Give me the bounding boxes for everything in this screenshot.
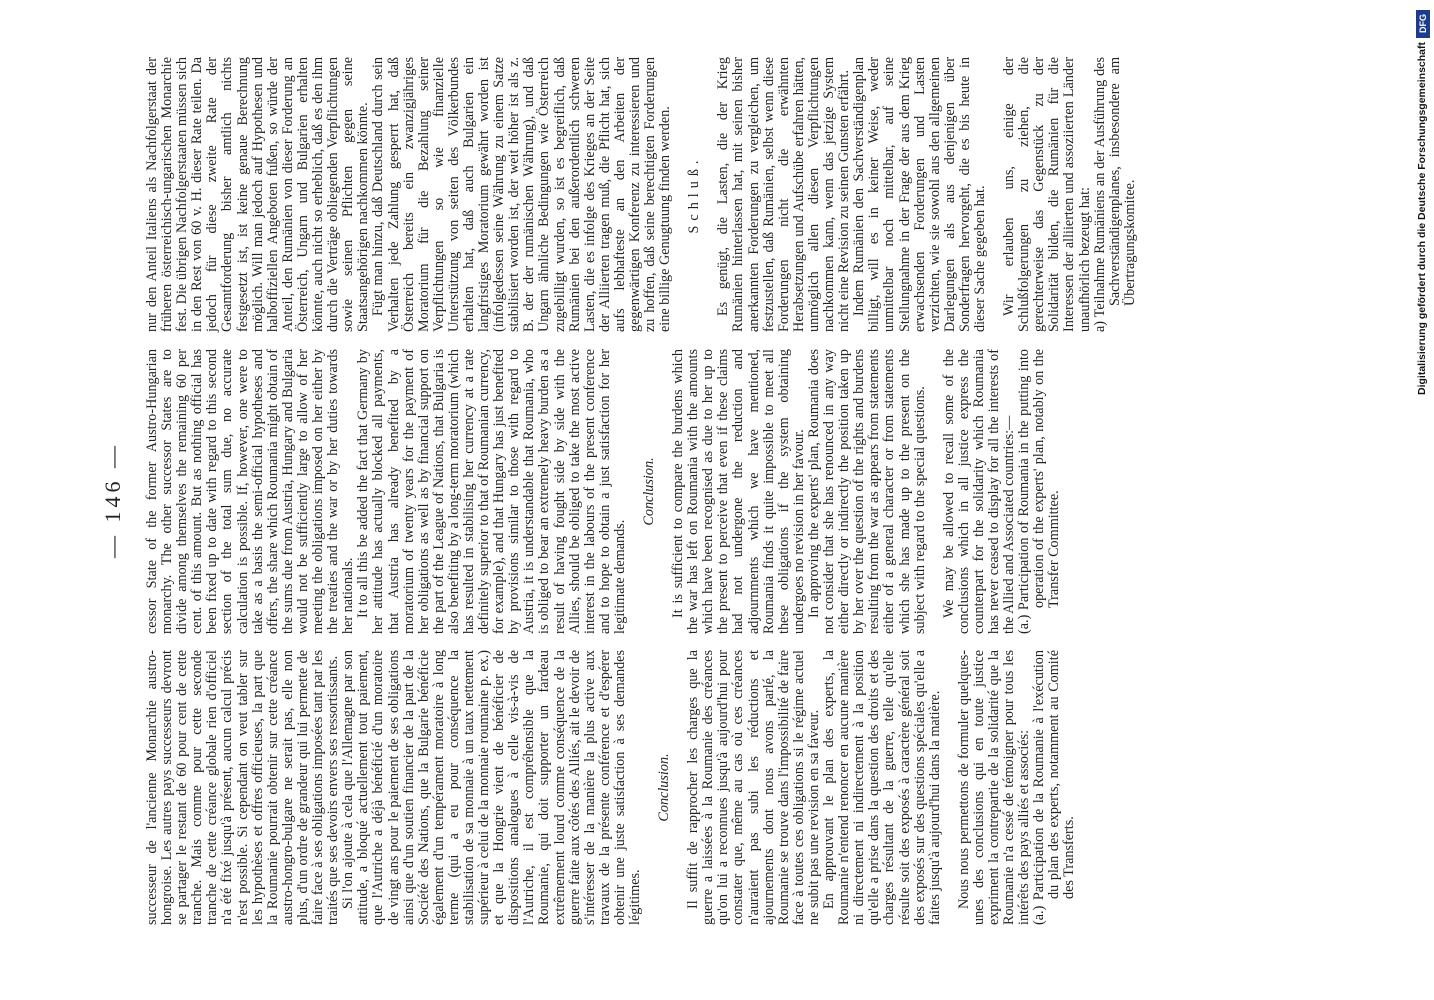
german-column — [145, 57, 1138, 332]
german-item-a: a) Teilnahme Rumäniens an der Ausführung des Sachverständigenplanes, insbesondere am Übertragungskomitee. — [1091, 57, 1138, 332]
english-column — [145, 349, 1062, 634]
english-conclusion-heading: Conclusion. — [641, 457, 657, 526]
french-paragraph-3: Il suffit de rapprocher les charges que la guerre a laissées à la Roumanie des créances qu'on lui a reconnues jusqu'à aujourd'hui pour constater que, même au cas où ces créances n'auraient pas subi les réductions et ajournements dont nous avons parlé, la Roumanie se trouve dans l'impossibilité de faire face à toutes ces obligations si le régime actuel ne subit pas une revision en sa faveur. — [685, 650, 822, 925]
german-paragraph-2: Fügt man hinzu, daß Deutschland durch sein Verhalten jede Zahlung gesperrt hat, daß Österreich bereits ein zwanzigjähriges Moratorium für die Bezahlung seiner Verpflichtungen so wie finanzielle Unterstützung von seiten des Völkerbundes erhalten hat, daß auch Bulgarien ein langfristiges Moratorium gewährt worden ist (infolgedessen seine Währung zu einem Satze stabilisiert worden ist, der weit höher ist als z. B. der der rumänischen Währung), und daß Ungarn ähnliche Bedingungen wie Österreich zugebilligt wurden, so ist es begreiflich, daß Rumänien bei den außerordentlich schweren Lasten, die es infolge des Krieges an der Seite der Alliierten tragen muß, die Pflicht hat, sich aufs lebhafteste an den Arbeiten der gegenwärtigen Konferenz zu interessieren und zu hoffen, daß seine berechtigten Forderungen eine billige Genugtuung finden werden. — [370, 57, 674, 332]
german-paragraph-1: nur den Anteil Italiens als Nachfolgerstaat der früheren österreichisch-ungarischen Monarchie fest. Die übrigen Nachfolgerstaaten müssen sich in den Rest von 60 v. H. dieser Rate teilen. Da jedoch für diese zweite Rate der Gesamtforderung bisher amtlich nichts festgesetzt ist, ist keine genaue Berechnung möglich. Will man jedoch auf Hypothesen und halboffiziellen Angeboten fußen, so würde der Anteil, den Rumänien von dieser Forderung an Österreich, Ungarn und Bulgarien erhalten könnte, auch nicht so erheblich, daß es den ihm durch die Verträge obliegenden Verpflichtungen sowie seinen Pflichten gegen seine Staatsangehörigen nachkommen könnte. — [144, 57, 372, 332]
german-paragraph-5: Wir erlauben uns, einige der Schlußfolgerungen zu ziehen, die gerechterweise das Gegenstück zu der Solidarität bilden, die Rumänien für die Interessen der alliierten und assoziierten Länder unaufhörlich bezeugt hat: — [1001, 57, 1093, 332]
english-paragraph-1: cessor State of the former Austro-Hungarian monarchy. The other successor States are to divide among themselves the remaining 60 per cent. of this amount. But as nothing official has been fixed up to date with regard to this second section of the total sum due, no accurate calculation is possible. If, however, one were to take as a basis the semi-official hypotheses and offers, the share which Roumania might obtain of the sums due from Austria, Hungary and Bulgaria would not be sufficiently large to allow of her meeting the obligations imposed on her either by the treaties and the war or by her duties towards her nationals. — [144, 349, 357, 634]
english-paragraph-5: We may be allowed to recall some of the conclusions which in all justice express the counterpart for the solidarity which Roumania has never ceased to display for all the interests of the Allied and Associated countries:— — [940, 349, 1018, 634]
english-paragraph-3: It is sufficient to compare the burdens which the war has left on Roumania with the amounts which have been recognised as due to her up to the present to perceive that even if these claims had not undergone the reduction and adjournments which we have mentioned, Roumania finds it quite impossible to meet all these obligations if the system obtaining undergoes no revision in her favour. — [670, 349, 807, 634]
english-paragraph-4: In approving the experts' plan, Roumania does not consider that she has renounced in any way either directly or indirectly the position taken up by her over the question of the rights and burdens resulting from the war as appears from statements either of a general character or from statements which she has made up to the present on the subject with regard to the special questions. — [805, 349, 928, 634]
dfg-credit-text: Digitalisierung gefördert durch die Deutsche Forschungsgemeinschaft — [1416, 42, 1428, 395]
english-item-a: (a.) Participation of Roumania in the putting into operation of the experts' plan, notably on the Transfer Committee. — [1016, 349, 1063, 634]
french-conclusion-heading: Conclusion. — [656, 753, 673, 822]
german-paragraph-3: Es genügt, die Lasten, die der Krieg Rumänien hinterlassen hat, mit seinen bisher anerkannten Forderungen zu vergleichen, um festzustellen, daß Rumänien, selbst wenn diese Forderungen nicht die erwähnten Herabsetzungen und Aufschübe erfahren hätten, unmöglich allen diesen Verpflichtungen nachkommen kann, wenn das jetzige System nicht eine Revision zu seinen Gunsten erfährt. — [715, 57, 853, 332]
dfg-watermark — [1414, 0, 1434, 1000]
english-paragraph-2: It to all this be added the fact that Germany by her attitude has actually blocked all payments, that Austria has already benefited by a moratorium of twenty years for the payment of her obligations as well as by financial support on the part of the League of Nations, that Bulgaria is also benefiting by a long-term moratorium (which has resulted in stabilising her currency at a rate definitely superior to that of Roumanian currency, for example), and that Hungary has just benefited by provisions similar to those with regard to Austria, it is understandable that Roumania, who is obliged to bear an extremely heavy burden as a result of having fought side by side with the Allies, should be obliged to take the most active interest in the labours of the present conference and to hope to obtain a just satisfaction for her legitimate demands. — [355, 349, 628, 634]
german-paragraph-4: Indem Rumänien den Sachverständigenplan billigt, will es in keiner Weise, weder unmittelbar noch mittelbar, auf seine Stellungnahme in der Frage der aus dem Krieg erwachsenden Forderungen und Lasten verzichten, wie sie sowohl aus den allgemeinen Darlegungen als aus denjenigen über Sonderfragen hervorgeht, die es bis heute in dieser Sache gegeben hat. — [851, 57, 988, 332]
french-paragraph-4: En approuvant le plan des experts, la Roumanie n'entend renoncer en aucune manière ni directement ni indirectement à la position qu'elle a prise dans la question des droits et des charges résultant de la guerre, telle qu'elle résulte soit des exposés à caractère général soit des exposés sur des questions spéciales qu'elle a faites jusqu'à aujourd'hui dans la matière. — [821, 650, 943, 925]
german-conclusion-heading: Schluß. — [686, 155, 703, 234]
french-paragraph-2: Si l'on ajoute à cela que l'Allemagne par son attitude, a bloqué actuellement tout paiement, que l'Autriche a déjà bénéficié d'un moratoire de vingt ans pour le paiement de ses obligations ainsi que d'un soutien financier de la part de la Société des Nations, que la Bulgarie bénéficie également d'un tempérament moratoire à long terme (qui a eu pour conséquence la stabilisation de sa monnaie à un taux nettement supérieur à celui de la monnaie roumaine p. ex.) et que la Hongrie vient de bénéficier de dispositions analogues à celle vis-à-vis de l'Autriche, il est compréhensible que la Roumanie, qui doit supporter un fardeau extrêmement lourd comme conséquence de la guerre faite aux côtés des Alliés, ait le devoir de s'intéresser de la manière la plus active aux travaux de la présente conférence et d'espérer obtenir une juste satisfaction à ses demandes légitimes. — [340, 650, 643, 925]
french-paragraph-1: successeur de l'ancienne Monarchie austro-hongroise. Les autres pays successeurs devront se partager le restant de 60 pour cent de cette tranche. Mais comme pour cette seconde tranche de cette créance globale rien d'officiel n'a été fixé jusqu'à présent, aucun calcul précis n'est possible. Si cependant on veut tabler sur les hypothèses et offres officieuses, la part que la Roumanie pourrait obtenir sur cette créance austro-hongro-bulgare ne serait pas, elle non plus, d'un ordre de grandeur qui lui permette de faire face à ses obligations imposées tant par les traités que ses devoirs envers ses ressortissants. — [144, 650, 342, 925]
french-column — [145, 650, 1078, 925]
dfg-logo: DFG — [1416, 10, 1430, 38]
page-number: — 146 — — [100, 442, 125, 558]
french-paragraph-5: Nous nous permettons de formuler quelques-unes des conclusions qui en toute justice expriment la contrepartie de la solidarité que la Roumanie n'a cessé de témoigner pour tous les intérêts des pays alliés et associés: — [955, 650, 1033, 925]
french-item-a: (a.) Participation de la Roumanie à l'exécution du plan des experts, notamment au Comité des Transferts. — [1031, 650, 1078, 925]
